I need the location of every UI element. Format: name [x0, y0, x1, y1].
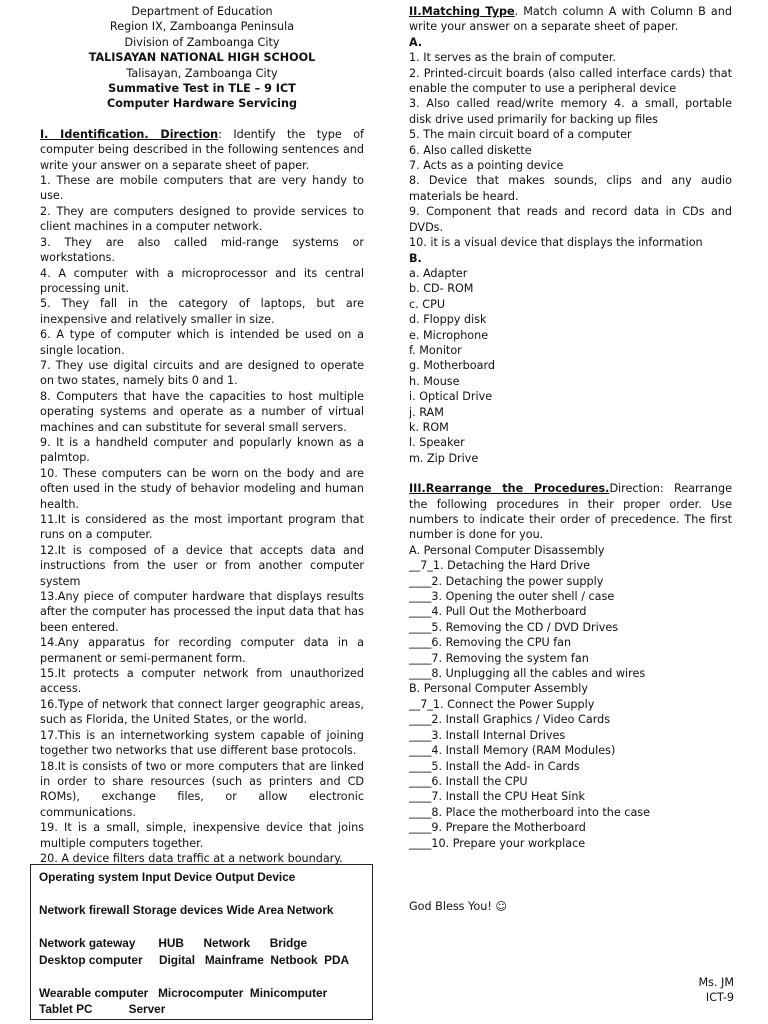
procedure-item: ____5. Install the Add- in Cards [409, 759, 580, 773]
word-bank-row: Operating system Input Device Output Device [39, 870, 296, 884]
part1-item: 13.Any piece of computer hardware that displays results after the computer has processed the input data that has been entered. [40, 590, 364, 634]
left-column [40, 4, 364, 866]
part2-heading: II.Matching Type [409, 5, 515, 18]
part1-item: 7. They use digital circuits and are designed to operate on two states, namely bits 0 and 1. [40, 358, 364, 388]
word-bank-row: Desktop computer Digital Mainframe Netbook PDA [39, 952, 350, 967]
column-b-item: c. CPU [409, 297, 446, 311]
part1-item: 1. These are mobile computers that are very handy to use. [40, 174, 364, 203]
column-a-item: 2. Printed-circuit boards (also called interface cards) that enable the computer to use a peripheral device [409, 66, 732, 96]
column-a-items [409, 50, 732, 250]
column-b-item: l. Speaker [409, 436, 465, 450]
procedure-item: ____4. Install Memory (RAM Modules) [409, 744, 616, 758]
column-b-item: f. Monitor [409, 343, 462, 357]
header-line-2: Region IX, Zamboanga Peninsula [109, 20, 295, 34]
column-a-item: 3. Also called read/write memory 4. a small, portable disk drive used primarily for backing up files [409, 97, 732, 126]
part1-item: 8. Computers that have the capacities to host multiple operating systems and operate as a number of virtual machines and can substitute for several small servers. [40, 389, 364, 434]
teacher-name: Ms. JM [698, 976, 734, 989]
column-a-item: 5. The main circuit board of a computer [409, 128, 632, 142]
section-a-items [409, 558, 732, 681]
part1-item: 19. It is a small, simple, inexpensive device that joins multiple computers together. [40, 821, 364, 850]
part1-heading: I. Identification. Direction [40, 127, 219, 141]
column-b-item: d. Floppy disk [409, 313, 487, 327]
column-b-item: k. ROM [409, 420, 449, 434]
word-bank-row: Network firewall Storage devices Wide Area Network [39, 903, 334, 917]
column-a-item: 6. Also called diskette [409, 143, 532, 157]
part1-item: 9. It is a handheld computer and popularly known as a palmtop. [40, 435, 364, 465]
procedure-item: __7_1. Connect the Power Supply [409, 697, 595, 711]
part3-direction [409, 481, 732, 543]
column-a-item: 10. it is a visual device that displays the information [409, 236, 703, 250]
word-bank-row: Network gateway HUB Network Bridge [39, 936, 308, 950]
word-bank-row: Tablet PC Server [39, 1002, 166, 1016]
part1-item: 20. A device filters data traffic at a network boundary. [40, 851, 343, 865]
procedure-item: ____2. Detaching the power supply [409, 574, 604, 588]
column-a-item: 1. It serves as the brain of computer. [409, 51, 616, 65]
part1-item: 3. They are also called mid-range systems or workstations. [40, 235, 364, 265]
part1-direction-text: : Identify the type of computer being described in the following sentences and write your answer on a separate sheet of paper. [40, 127, 364, 172]
part1-item: 12.It is composed of a device that accepts data and instructions from the user or from another computer system [40, 543, 364, 588]
procedure-item: ____7. Install the CPU Heat Sink [409, 790, 585, 804]
procedure-item: ____6. Removing the CPU fan [409, 636, 572, 650]
procedure-item: ____9. Prepare the Motherboard [409, 821, 586, 835]
column-a-label: A. [409, 35, 423, 49]
part1-items [40, 173, 364, 866]
procedure-item: ____10. Prepare your workplace [409, 836, 586, 850]
procedure-item: ____8. Place the motherboard into the case [409, 805, 651, 819]
closing-blessing: God Bless You! ☺ [409, 900, 508, 913]
column-b-item: j. RAM [409, 405, 444, 419]
column-b-item: h. Mouse [409, 374, 460, 388]
column-a-item: 7. Acts as a pointing device [409, 159, 564, 173]
section-b-title: B. Personal Computer Assembly [409, 682, 588, 696]
part1-direction [40, 127, 364, 173]
part1-item: 15.It protects a computer network from unauthorized access. [40, 667, 364, 696]
column-b-item: m. Zip Drive [409, 451, 479, 465]
column-a-item: 9. Component that reads and record data in CDs and DVDs. [409, 205, 732, 234]
column-b-item: b. CD- ROM [409, 282, 474, 296]
procedure-item: ____2. Install Graphics / Video Cards [409, 713, 611, 727]
right-column [409, 4, 732, 851]
column-a-item: 8. Device that makes sounds, clips and any audio materials be heard. [409, 174, 732, 203]
part1-item: 2. They are computers designed to provide services to client machines in a computer network. [40, 204, 364, 234]
header-line-3: Division of Zamboanga City [124, 35, 280, 49]
test-title: Summative Test in TLE – 9 ICT [108, 82, 296, 96]
procedure-item: ____8. Unplugging all the cables and wires [409, 667, 646, 681]
part2-direction [409, 4, 732, 35]
header-line-1: Department of Education [131, 5, 273, 18]
procedure-item: __7_1. Detaching the Hard Drive [409, 559, 591, 573]
word-bank-row: Wearable computer Microcomputer Minicomputer [39, 985, 328, 1000]
part1-item: 10. These computers can be worn on the body and are often used in the study of behavior modeling and human health. [40, 466, 364, 511]
subject-title: Computer Hardware Servicing [107, 97, 297, 111]
part1-item: 5. They fall in the category of laptops, but are inexpensive and relatively smaller in size. [40, 297, 364, 326]
procedure-item: ____6. Install the CPU [409, 774, 528, 788]
column-b-items [409, 266, 732, 466]
column-b-item: i. Optical Drive [409, 390, 493, 404]
class-name: ICT-9 [705, 991, 734, 1005]
procedure-item: ____3. Install Internal Drives [409, 728, 566, 742]
school-name: TALISAYAN NATIONAL HIGH SCHOOL [88, 51, 316, 65]
procedure-item: ____4. Pull Out the Motherboard [409, 605, 587, 619]
procedure-item: ____7. Removing the system fan [409, 651, 589, 665]
part1-item: 18.It is consists of two or more computers that are linked in order to share resources (such as printers and CD ROMs), exchange files, or allow electronic communications. [40, 759, 364, 819]
school-address: Talisayan, Zamboanga City [126, 66, 278, 80]
part1-item: 11.It is considered as the most important program that runs on a computer. [40, 513, 364, 542]
word-bank-box [30, 864, 373, 1020]
column-b-item: e. Microphone [409, 328, 489, 342]
procedure-item: ____5. Removing the CD / DVD Drives [409, 620, 619, 634]
part3-heading: III.Rearrange the Procedures. [409, 482, 610, 496]
section-b-items [409, 697, 732, 851]
part1-item: 16.Type of network that connect larger geographic areas, such as Florida, the United States, or the world. [40, 697, 364, 727]
document-header [40, 4, 364, 112]
part1-item: 14.Any apparatus for recording computer data in a permanent or semi-permanent form. [40, 636, 364, 665]
part2-direction-text: . Match column A with Column B and write your answer on a separate sheet of paper. [409, 5, 732, 34]
column-b-label: B. [409, 251, 422, 265]
column-b-item: g. Motherboard [409, 359, 495, 373]
procedure-item: ____3. Opening the outer shell / case [409, 590, 615, 604]
column-b-item: a. Adapter [409, 266, 468, 280]
part1-item: 4. A computer with a microprocessor and its central processing unit. [40, 266, 364, 295]
part3-direction-text: Direction: Rearrange the following procedures in their proper order. Use numbers to indicate their order of precedence. The first number is done for you. [409, 482, 732, 542]
part1-item: 6. A type of computer which is intended be used on a single location. [40, 328, 364, 357]
part1-item: 17.This is an internetworking system capable of joining together two networks that use different base protocols. [40, 728, 364, 758]
section-a-title: A. Personal Computer Disassembly [409, 543, 605, 557]
signature-block [698, 975, 734, 1006]
